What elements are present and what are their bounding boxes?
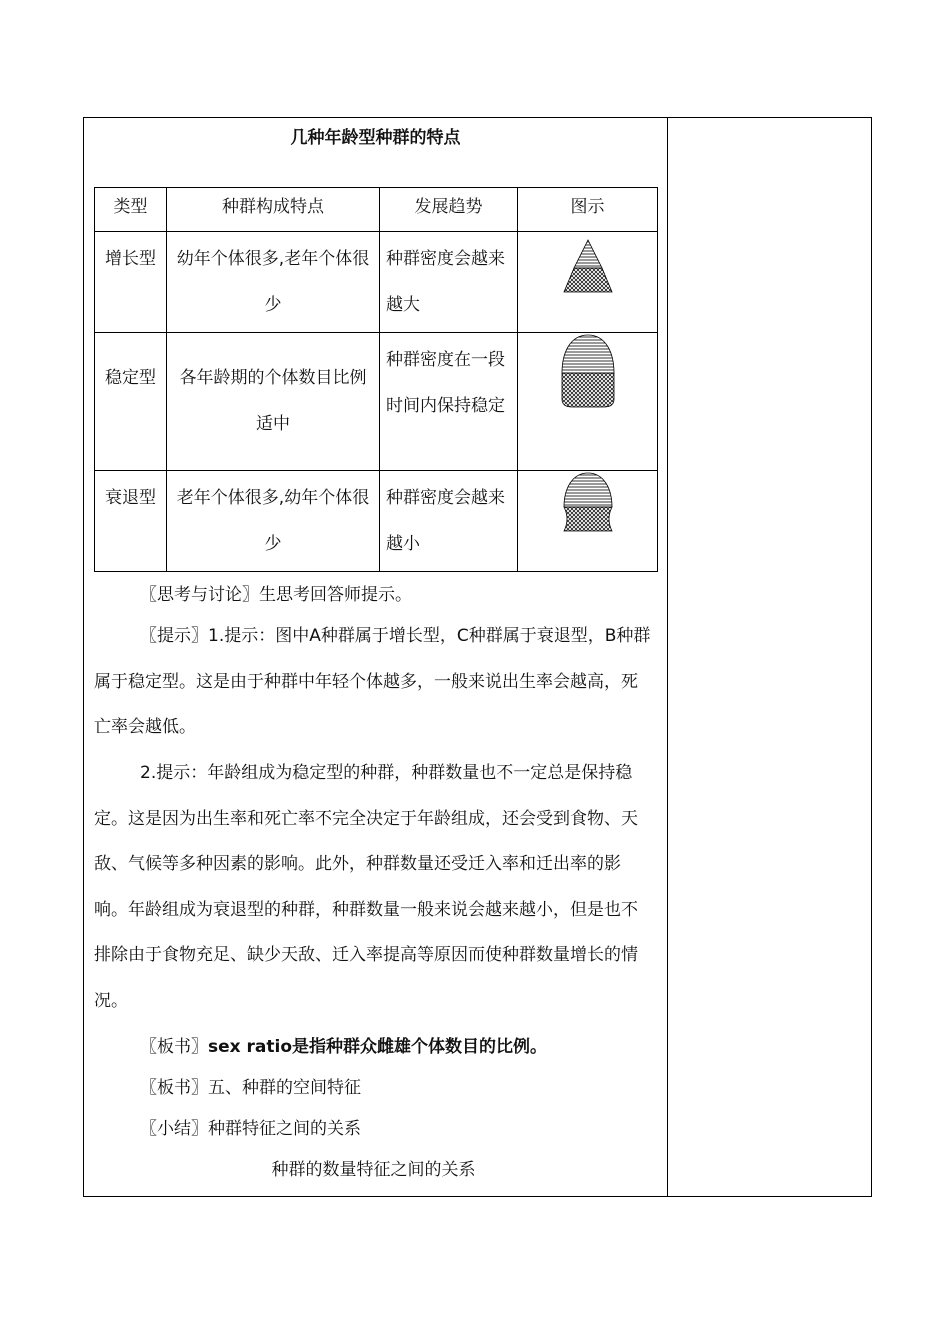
trend-cell: 种群密度在一段时间内保持稳定	[380, 333, 518, 471]
feature-cell: 老年个体很多,幼年个体很少	[167, 471, 380, 572]
discussion-line: 〖思考与讨论〗生思考回答师提示。	[140, 585, 412, 605]
figure-cell	[518, 333, 658, 471]
table-header-row	[95, 188, 658, 232]
figure-cell	[518, 232, 658, 333]
header-figure: 图示	[518, 188, 658, 232]
sex-ratio-definition: sex ratio是指种群众雌雄个体数目的比例。	[208, 1037, 548, 1057]
board-spatial-line: 〖板书〗五、种群的空间特征	[140, 1078, 361, 1098]
header-feature: 种群构成特点	[167, 188, 380, 232]
bell-stable-icon	[556, 333, 620, 413]
summary-line: 〖小结〗种群特征之间的关系	[140, 1119, 361, 1139]
board-sex-ratio-line	[84, 1025, 667, 1071]
header-type: 类型	[95, 188, 167, 232]
type-cell: 增长型	[95, 232, 167, 333]
hint-2-paragraph: 2.提示：年龄组成为稳定型的种群，种群数量也不一定总是保持稳定。这是因为出生率和死亡率不完全决定于年龄组成，还会受到食物、天敌、气候等多种因素的影响。此外，种群数量还受迁入率和迁出率的影响。年龄组成为衰退型的种群，种群数量一般来说会越来越小，但是也不排除由于食物充足、缺少天敌、迁入率提高等原因而使种群数量增长的情况。	[94, 763, 638, 1011]
board-label: 〖板书〗	[140, 1037, 208, 1057]
feature-cell: 幼年个体很多,老年个体很少	[167, 232, 380, 333]
age-structure-table	[94, 187, 658, 572]
figure-cell	[518, 471, 658, 572]
feature-cell: 各年龄期的个体数目比例适中	[167, 333, 380, 471]
urn-decline-icon	[558, 471, 618, 535]
summary-caption: 种群的数量特征之间的关系	[271, 1160, 476, 1180]
trend-cell: 种群密度会越来越大	[380, 232, 518, 333]
table-row	[95, 232, 658, 333]
pyramid-growth-icon	[558, 238, 618, 298]
table-row	[95, 471, 658, 572]
lesson-table-frame	[83, 117, 872, 1197]
type-cell: 稳定型	[95, 333, 167, 471]
header-trend: 发展趋势	[380, 188, 518, 232]
column-divider	[667, 118, 668, 1196]
trend-cell: 种群密度会越来越小	[380, 471, 518, 572]
hint-1-paragraph: 〖提示〗1.提示：图中A种群属于增长型，C种群属于衰退型，B种群属于稳定型。这是由于种群中年轻个体越多，一般来说出生率会越高，死亡率会越低。	[94, 626, 651, 737]
table-row	[95, 333, 658, 471]
type-cell: 衰退型	[95, 471, 167, 572]
section-title: 几种年龄型种群的特点	[290, 128, 461, 148]
